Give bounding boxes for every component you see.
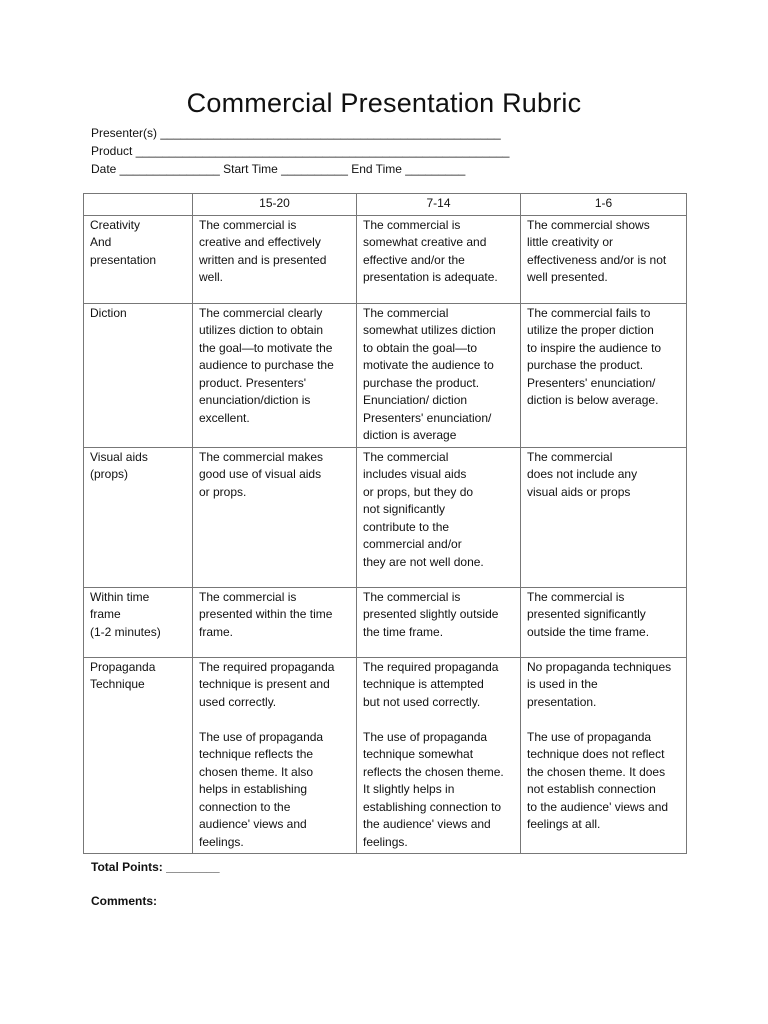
header-score-15-20: 15-20 <box>193 194 357 216</box>
total-points-field: Total Points: ________ <box>91 860 220 874</box>
date-time-field: Date _______________ Start Time __________ End Time _________ <box>91 162 466 176</box>
header-score-1-6: 1-6 <box>521 194 687 216</box>
table-row <box>84 587 687 657</box>
criterion-cell: Diction <box>84 303 193 447</box>
rubric-cell: No propaganda techniques is used in the presentation. The use of propaganda technique does not reflect the chosen theme. It does not establish connection to the audience' views and feelings at all. <box>521 657 687 854</box>
presenter-field: Presenter(s) ___________________________________________________ <box>91 126 501 140</box>
table-row <box>84 303 687 447</box>
table-row <box>84 657 687 854</box>
rubric-cell: The commercial is creative and effectively written and is presented well. <box>193 215 357 303</box>
table-row <box>84 447 687 587</box>
rubric-cell: The commercial clearly utilizes diction to obtain the goal—to motivate the audience to purchase the product. Presenters' enunciation/diction is excellent. <box>193 303 357 447</box>
product-field: Product ________________________________________________________ <box>91 144 510 158</box>
rubric-cell: The commercial somewhat utilizes diction to obtain the goal—to motivate the audience to purchase the product. Enunciation/ diction Presenters' enunciation/ diction is average <box>357 303 521 447</box>
page-title: Commercial Presentation Rubric <box>186 88 582 118</box>
criterion-cell: Visual aids (props) <box>84 447 193 587</box>
rubric-cell: The required propaganda technique is present and used correctly. The use of propaganda technique reflects the chosen theme. It also helps in establishing connection to the audience' views and feelings. <box>193 657 357 854</box>
criterion-cell: Creativity And presentation <box>84 215 193 303</box>
header-score-7-14: 7-14 <box>357 194 521 216</box>
rubric-cell: The commercial makes good use of visual aids or props. <box>193 447 357 587</box>
rubric-cell: The commercial is somewhat creative and effective and/or the presentation is adequate. <box>357 215 521 303</box>
rubric-cell: The commercial shows little creativity or effectiveness and/or is not well presented. <box>521 215 687 303</box>
rubric-cell: The commercial fails to utilize the proper diction to inspire the audience to purchase the product. Presenters' enunciation/ diction is below average. <box>521 303 687 447</box>
header-row <box>84 194 687 216</box>
rubric-cell: The commercial is presented significantly outside the time frame. <box>521 587 687 657</box>
criterion-cell: Propaganda Technique <box>84 657 193 854</box>
rubric-cell: The commercial is presented slightly outside the time frame. <box>357 587 521 657</box>
rubric-table <box>83 193 687 854</box>
comments-label: Comments: <box>91 894 158 908</box>
rubric-cell: The commercial does not include any visual aids or props <box>521 447 687 587</box>
table-row <box>84 215 687 303</box>
header-criterion <box>84 194 193 216</box>
rubric-cell: The required propaganda technique is attempted but not used correctly. The use of propaganda technique somewhat reflects the chosen theme. It slightly helps in establishing connection to the audience' views and feelings. <box>357 657 521 854</box>
rubric-cell: The commercial is presented within the time frame. <box>193 587 357 657</box>
criterion-cell: Within time frame (1-2 minutes) <box>84 587 193 657</box>
rubric-cell: The commercial includes visual aids or props, but they do not significantly contribute to the commercial and/or they are not well done. <box>357 447 521 587</box>
